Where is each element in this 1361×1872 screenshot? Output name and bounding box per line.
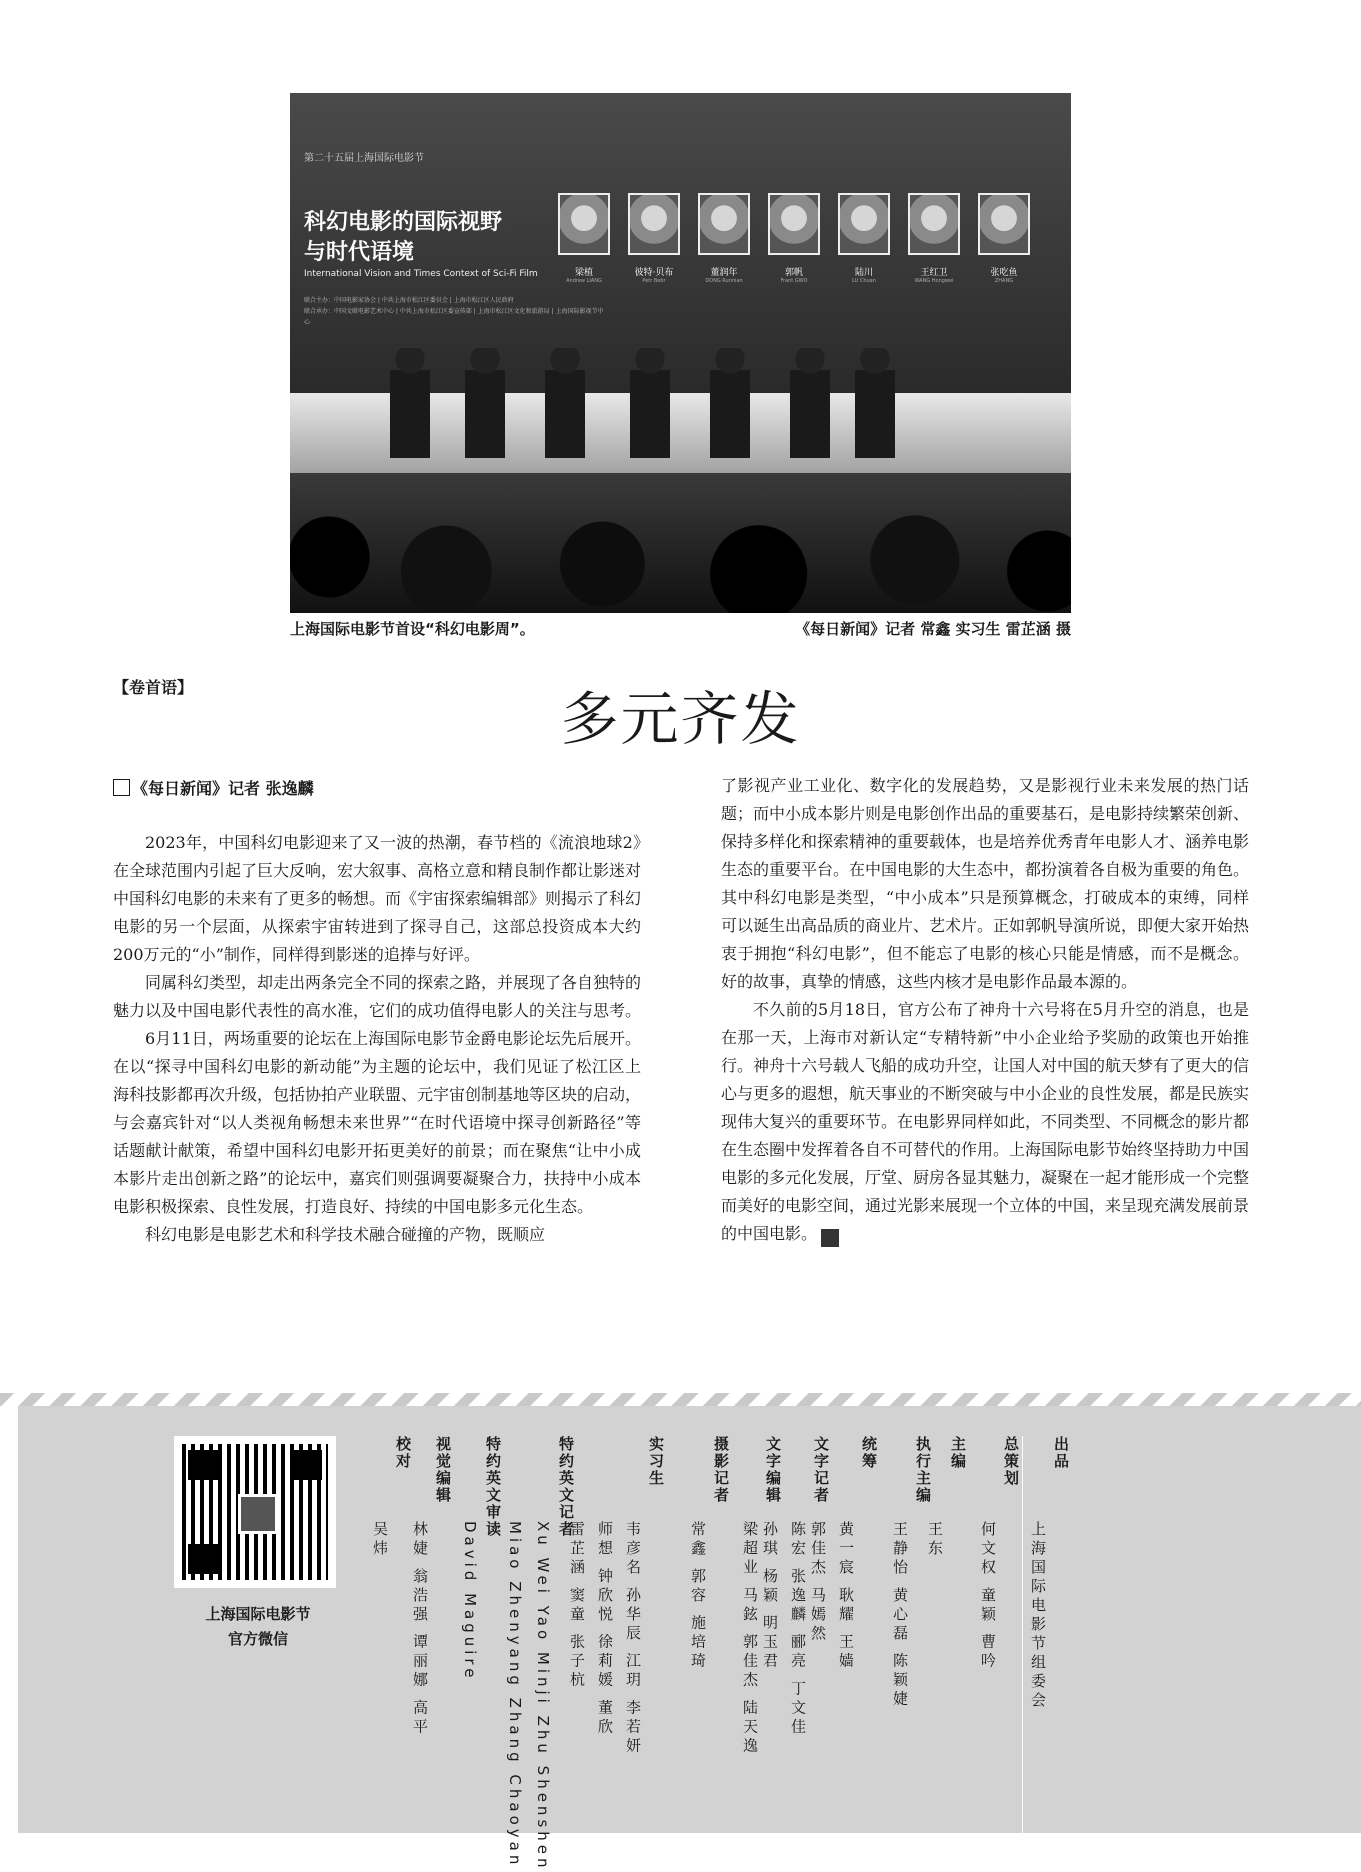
credit-name-column: 雷芷涵 窦童 张子杭 bbox=[568, 1521, 586, 1691]
speaker-card bbox=[628, 193, 680, 284]
festival-logo-text: 第二十五届上海国际电影节 bbox=[304, 153, 424, 164]
credit-role: 执行主编 bbox=[914, 1436, 932, 1504]
credit-names bbox=[460, 1521, 480, 1681]
credit-group bbox=[740, 1436, 783, 1756]
speaker-name-en: Frant GWO bbox=[780, 278, 808, 284]
credit-names bbox=[370, 1521, 390, 1559]
speaker-name: 王红卫 bbox=[920, 268, 948, 278]
credit-name-column: Miao Zhenyang Zhang Chaoyan bbox=[506, 1521, 524, 1869]
credit-name-column: David Maguire bbox=[461, 1521, 479, 1682]
speaker-portrait bbox=[698, 193, 750, 255]
panelist-figure bbox=[465, 348, 505, 458]
section-label: 【卷首语】 bbox=[113, 678, 194, 697]
masthead-footer bbox=[18, 1406, 1361, 1872]
article-column-left bbox=[113, 829, 641, 1249]
speaker-card bbox=[698, 193, 750, 284]
credit-group bbox=[410, 1436, 453, 1737]
speaker-card bbox=[978, 193, 1030, 284]
article-column-right bbox=[721, 772, 1249, 1248]
credit-names bbox=[740, 1521, 760, 1756]
panelist-figure bbox=[545, 348, 585, 458]
credit-name-column: 师想 钟欣悦 徐莉媛 董欣 bbox=[596, 1521, 614, 1738]
speaker-name: 彼特·贝布 bbox=[634, 268, 674, 278]
paragraph: 同属科幻类型，却走出两条完全不同的探索之路，并展现了各自独特的魅力以及中国电影代表性的高水准，它们的成功值得电影人的关注与思考。 bbox=[113, 973, 642, 1020]
paragraph: 6月11日，两场重要的论坛在上海国际电影节金爵电影论坛先后展开。在以“探寻中国科幻电影的新动能”为主题的论坛中，我们见证了松江区上海科技影都再次升级，包括协拍产业联盟、元宇宙创制基地等区块的启动，与会嘉宾针对“以人类视角畅想未来世界”“在时代语境中探寻创新路径”等话题献计献策，希望中国科幻电影开拓更美好的前景；而在聚焦“让中小成本影片走出创新之路”的论坛中，嘉宾们则强调要凝聚合力，扶持中小成本电影积极探索、良性发展，打造良好、持续的中国电影多元化生态。 bbox=[113, 1029, 642, 1216]
credit-group bbox=[890, 1436, 933, 1710]
credit-name-column: 陈宏 张逸麟 郦亮 丁文佳 bbox=[789, 1521, 807, 1738]
headline: 多元齐发 bbox=[560, 685, 801, 753]
credit-role: 文字编辑 bbox=[764, 1436, 782, 1504]
panelist-figure bbox=[390, 348, 430, 458]
credit-group bbox=[505, 1436, 576, 1872]
forum-title-line1: 科幻电影的国际视野 bbox=[304, 210, 503, 235]
credit-name-column: 黄一宸 耿耀 王嫱 bbox=[837, 1521, 855, 1672]
credit-role: 摄影记者 bbox=[712, 1436, 730, 1504]
credit-role: 特约英文审读 bbox=[484, 1436, 502, 1538]
credit-group bbox=[688, 1436, 731, 1672]
audience-silhouettes bbox=[290, 473, 1071, 613]
speaker-portrait bbox=[978, 193, 1030, 255]
credit-name-column: 孙琪 杨颖 明玉君 bbox=[761, 1521, 779, 1672]
speaker-name-en: WANG Hongwei bbox=[914, 278, 954, 284]
speaker-name: 梁植 bbox=[574, 268, 593, 278]
panelist-figure bbox=[855, 348, 895, 458]
credit-role: 主编 bbox=[949, 1436, 967, 1470]
credit-name-column: 梁超业 马鉉 郭佳杰 陆天逸 bbox=[741, 1521, 759, 1757]
credit-name-column: 常鑫 郭容 施培琦 bbox=[689, 1521, 707, 1672]
end-mark-icon: T bbox=[821, 1229, 839, 1247]
credit-group bbox=[460, 1436, 503, 1681]
forum-title-line2: 与时代语境 bbox=[304, 240, 415, 265]
paragraph bbox=[721, 996, 1249, 1248]
speaker-name-en: DONG Runnian bbox=[705, 278, 743, 284]
credit-names bbox=[890, 1521, 910, 1710]
paragraph: 2023年，中国科幻电影迎来了又一波的热潮，春节档的《流浪地球2》在全球范围内引起了巨大反响，宏大叙事、高格立意和精良制作都让影迷对中国科幻电影的未来有了更多的畅想。而《宇宙探索编辑部》则揭示了科幻电影的另一个层面，从探索宇宙转进到了探寻自己，这部总投资成本大约200万元的“小”制作，同样得到影迷的追捧与好评。 bbox=[113, 833, 642, 964]
staff-credits bbox=[18, 1436, 1361, 1872]
speaker-name-en: Petr Bebr bbox=[642, 278, 666, 284]
organizer-text bbox=[304, 295, 604, 328]
credit-name-column: 王东 bbox=[926, 1521, 944, 1559]
credit-name-column: 王静怡 黄心磊 陈颖婕 bbox=[891, 1521, 909, 1710]
speaker-name: 陆川 bbox=[854, 268, 873, 278]
speaker-name: 郭帆 bbox=[784, 268, 803, 278]
credit-name-column: 吴炜 bbox=[371, 1521, 389, 1559]
paragraph: 了影视产业工业化、数字化的发展趋势，又是影视行业未来发展的热门话题；而中小成本影片则是电影创作出品的重要基石，是电影持续繁荣创新、保持多样化和探索精神的重要载体，也是培养优秀青年电影人才、涵养电影生态的重要平台。在中国电影的大生态中，都扮演着各自极为重要的角色。其中科幻电影是类型，“中小成本”只是预算概念，打破成本的束缚，同样可以诞生出高品质的商业片、艺术片。正如郭帆导演所说，即便大家开始热衷于拥抱“科幻电影”，但不能忘了电影的核心只能是情感，而不是概念。好的故事，真挚的情感，这些内核才是电影作品最本源的。 bbox=[721, 776, 1250, 991]
speaker-portrait bbox=[838, 193, 890, 255]
credit-role: 实习生 bbox=[647, 1436, 665, 1487]
organizer-line2: 联合承办：中国文联电影艺术中心 | 中共上海市松江区委宣传部 | 上海市松江区文化和旅游局 | 上海国际影视节中心 bbox=[304, 308, 604, 326]
byline-text: 《每日新闻》记者 张逸麟 bbox=[132, 779, 314, 798]
speaker-portrait bbox=[628, 193, 680, 255]
credit-name-column: 郭佳杰 马嫣然 bbox=[809, 1521, 827, 1644]
photo-caption: 上海国际电影节首设“科幻电影周”。 bbox=[290, 620, 535, 638]
panelist-figure bbox=[630, 348, 670, 458]
credit-names bbox=[567, 1521, 643, 1756]
speaker-card bbox=[838, 193, 890, 284]
speaker-portrait bbox=[558, 193, 610, 255]
panelist-figure bbox=[710, 348, 750, 458]
speaker-name-en: LU Chuan bbox=[852, 278, 876, 284]
credit-group bbox=[370, 1436, 413, 1559]
credit-name-column: 韦彦名 孙华辰 江玥 李若妍 bbox=[624, 1521, 642, 1757]
footer-divider bbox=[0, 1393, 1361, 1406]
speaker-name: 张吃鱼 bbox=[990, 268, 1018, 278]
photo-credit: 《每日新闻》记者 常鑫 实习生 雷芷涵 摄 bbox=[795, 620, 1071, 638]
credit-group bbox=[1028, 1436, 1071, 1711]
panelist-figure bbox=[790, 348, 830, 458]
speaker-name: 董润年 bbox=[710, 268, 738, 278]
qr-caption-line2: 官方微信 bbox=[227, 1630, 288, 1648]
credit-role: 校对 bbox=[394, 1436, 412, 1470]
cover-photo bbox=[290, 93, 1071, 613]
forum-title-english: International Vision and Times Context of Sci-Fi Film bbox=[304, 269, 538, 279]
credit-role: 视觉编辑 bbox=[434, 1436, 452, 1504]
credit-role: 文字记者 bbox=[812, 1436, 830, 1504]
credit-names bbox=[978, 1521, 998, 1672]
credit-role: 统筹 bbox=[860, 1436, 878, 1470]
speaker-name-en: Andrew LIANG bbox=[566, 278, 602, 284]
organizer-line1: 联合主办：中国电影家协会 | 中共上海市松江区委员会 | 上海市松江区人民政府 bbox=[304, 297, 514, 304]
paragraph: 科幻电影是电影艺术和科学技术融合碰撞的产物，既顺应 bbox=[145, 1225, 546, 1244]
speaker-portraits bbox=[558, 193, 1030, 284]
qr-caption-line1: 上海国际电影节 bbox=[205, 1605, 311, 1623]
forum-title bbox=[304, 208, 544, 268]
credit-names bbox=[1028, 1521, 1048, 1711]
credit-group bbox=[567, 1436, 666, 1756]
credit-name-column: Xu Wei Yao Minji Zhu Shenshen bbox=[534, 1521, 552, 1872]
credit-role: 总策划 bbox=[1002, 1436, 1020, 1487]
byline-box-icon bbox=[113, 779, 130, 796]
speaker-portrait bbox=[768, 193, 820, 255]
credit-names bbox=[505, 1521, 553, 1872]
paragraph-text: 不久前的5月18日，官方公布了神舟十六号将在5月升空的消息，也是在那一天，上海市对新认定“专精特新”中小企业给予奖励的政策也开始推行。神舟十六号载人飞船的成功升空，让国人对中国的航天梦有了更大的信心与更多的遐想，航天事业的不断突破与中小企业的良性发展，都是民族实现伟大复兴的重要环节。在电影界同样如此，不同类型、不同概念的影片都在生态圈中发挥着各自不可替代的作用。上海国际电影节始终坚持助力中国电影的多元化发展，厅堂、厨房各显其魅力，凝聚在一起才能形成一个完整而美好的电影空间，通过光影来展现一个立体的中国，来呈现充满发展前景的中国电影。 bbox=[721, 1000, 1250, 1243]
credit-name-column: 何文权 童颖 曹吟 bbox=[979, 1521, 997, 1672]
speaker-card bbox=[908, 193, 960, 284]
speaker-name-en: ZHANG bbox=[994, 278, 1014, 284]
credit-name-column: 上海国际电影节组委会 bbox=[1029, 1521, 1047, 1711]
speaker-portrait bbox=[908, 193, 960, 255]
credit-role: 出品 bbox=[1052, 1436, 1070, 1470]
byline bbox=[113, 776, 314, 799]
speaker-card bbox=[768, 193, 820, 284]
speaker-card bbox=[558, 193, 610, 284]
credit-names bbox=[410, 1521, 430, 1737]
credit-name-column: 林婕 翁浩强 谭丽娜 高平 bbox=[411, 1521, 429, 1738]
credit-names bbox=[688, 1521, 708, 1672]
credit-role: 特约英文记者 bbox=[557, 1436, 575, 1538]
credit-group bbox=[978, 1436, 1021, 1672]
